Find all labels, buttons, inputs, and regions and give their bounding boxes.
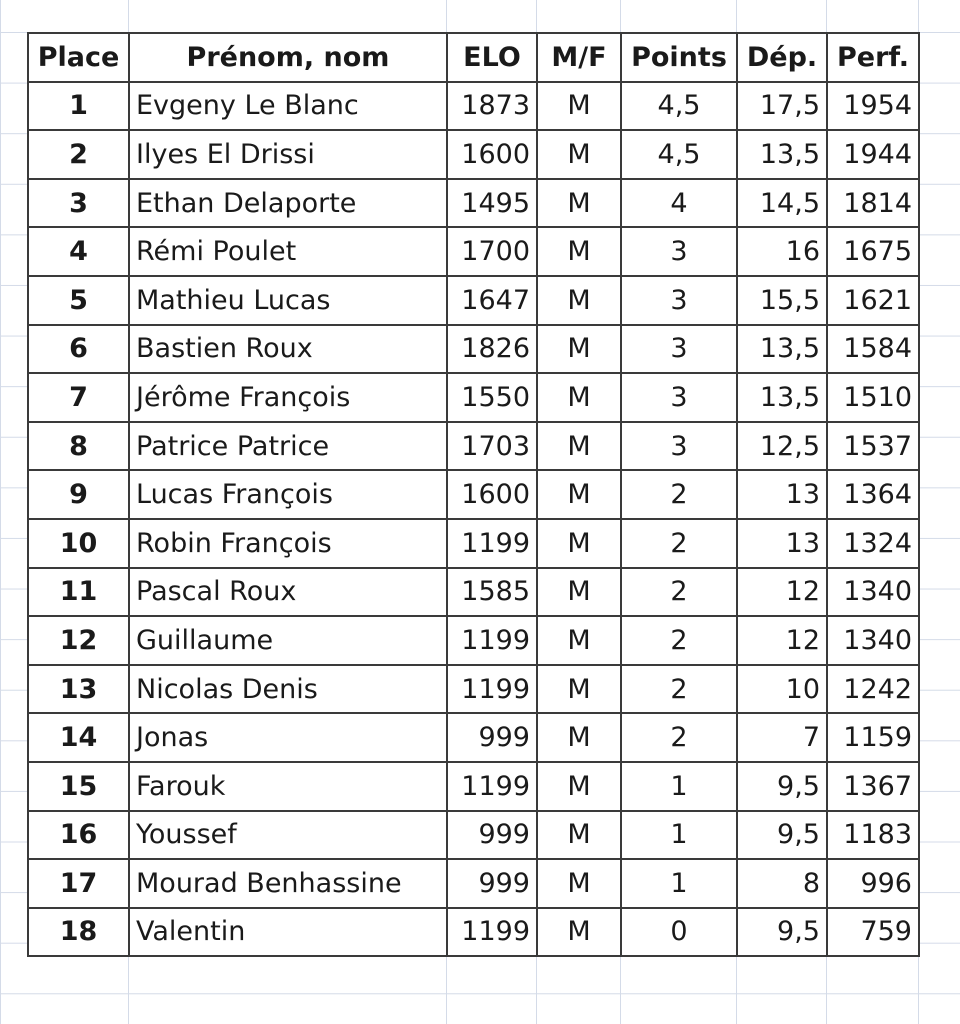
cell-points[interactable]: 2 <box>621 568 737 617</box>
cell-elo[interactable]: 1199 <box>447 665 537 714</box>
cell-dep[interactable]: 9,5 <box>737 908 827 957</box>
cell-points[interactable]: 2 <box>621 519 737 568</box>
cell-name[interactable]: Mathieu Lucas <box>129 276 447 325</box>
cell-perf[interactable]: 1814 <box>827 179 919 228</box>
cell-name[interactable]: Valentin <box>129 908 447 957</box>
cell-name[interactable]: Lucas François <box>129 470 447 519</box>
cell-place[interactable]: 2 <box>28 130 129 179</box>
cell-name[interactable]: Ethan Delaporte <box>129 179 447 228</box>
cell-mf[interactable]: M <box>537 179 621 228</box>
cell-dep[interactable]: 8 <box>737 859 827 908</box>
cell-elo[interactable]: 1199 <box>447 762 537 811</box>
cell-points[interactable]: 3 <box>621 276 737 325</box>
ranking-table <box>27 32 920 957</box>
cell-points[interactable]: 1 <box>621 859 737 908</box>
cell-perf[interactable]: 1340 <box>827 616 919 665</box>
cell-elo[interactable]: 1199 <box>447 616 537 665</box>
table-row <box>28 665 919 714</box>
cell-dep[interactable]: 9,5 <box>737 762 827 811</box>
header-points[interactable]: Points <box>621 33 737 82</box>
cell-name[interactable]: Youssef <box>129 811 447 860</box>
cell-dep[interactable]: 12,5 <box>737 422 827 471</box>
table-row <box>28 227 919 276</box>
cell-perf[interactable]: 1159 <box>827 713 919 762</box>
cell-name[interactable]: Guillaume <box>129 616 447 665</box>
cell-points[interactable]: 1 <box>621 762 737 811</box>
table-row <box>28 616 919 665</box>
cell-mf[interactable]: M <box>537 762 621 811</box>
cell-mf[interactable]: M <box>537 665 621 714</box>
cell-name[interactable]: Pascal Roux <box>129 568 447 617</box>
cell-points[interactable]: 0 <box>621 908 737 957</box>
cell-place[interactable]: 11 <box>28 568 129 617</box>
cell-mf[interactable]: M <box>537 616 621 665</box>
cell-place[interactable]: 5 <box>28 276 129 325</box>
table-row <box>28 373 919 422</box>
cell-dep[interactable]: 13,5 <box>737 373 827 422</box>
cell-elo[interactable]: 1826 <box>447 325 537 374</box>
table-row <box>28 470 919 519</box>
table-row <box>28 325 919 374</box>
header-perf[interactable]: Perf. <box>827 33 919 82</box>
table-row <box>28 276 919 325</box>
cell-perf[interactable]: 1537 <box>827 422 919 471</box>
cell-dep[interactable]: 13,5 <box>737 130 827 179</box>
cell-elo[interactable]: 1647 <box>447 276 537 325</box>
cell-mf[interactable]: M <box>537 859 621 908</box>
cell-elo[interactable]: 1600 <box>447 130 537 179</box>
cell-dep[interactable]: 9,5 <box>737 811 827 860</box>
cell-dep[interactable]: 14,5 <box>737 179 827 228</box>
cell-dep[interactable]: 13,5 <box>737 325 827 374</box>
cell-mf[interactable]: M <box>537 325 621 374</box>
cell-dep[interactable]: 12 <box>737 616 827 665</box>
cell-elo[interactable]: 1199 <box>447 519 537 568</box>
cell-points[interactable]: 4,5 <box>621 82 737 131</box>
cell-dep[interactable]: 7 <box>737 713 827 762</box>
cell-points[interactable]: 3 <box>621 325 737 374</box>
cell-perf[interactable]: 1621 <box>827 276 919 325</box>
header-row <box>28 33 919 82</box>
cell-mf[interactable]: M <box>537 82 621 131</box>
cell-perf[interactable]: 1367 <box>827 762 919 811</box>
cell-place[interactable]: 17 <box>28 859 129 908</box>
header-mf[interactable]: M/F <box>537 33 621 82</box>
cell-elo[interactable]: 1703 <box>447 422 537 471</box>
cell-mf[interactable]: M <box>537 422 621 471</box>
table-row <box>28 179 919 228</box>
cell-dep[interactable]: 17,5 <box>737 82 827 131</box>
cell-points[interactable]: 4 <box>621 179 737 228</box>
header-place[interactable]: Place <box>28 33 129 82</box>
cell-points[interactable]: 2 <box>621 665 737 714</box>
cell-place[interactable]: 4 <box>28 227 129 276</box>
cell-mf[interactable]: M <box>537 276 621 325</box>
cell-dep[interactable]: 15,5 <box>737 276 827 325</box>
cell-points[interactable]: 3 <box>621 227 737 276</box>
cell-name[interactable]: Patrice Patrice <box>129 422 447 471</box>
table-row <box>28 568 919 617</box>
cell-place[interactable]: 16 <box>28 811 129 860</box>
table-row <box>28 82 919 131</box>
cell-mf[interactable]: M <box>537 470 621 519</box>
cell-perf[interactable]: 1584 <box>827 325 919 374</box>
cell-elo[interactable]: 1585 <box>447 568 537 617</box>
cell-place[interactable]: 14 <box>28 713 129 762</box>
cell-dep[interactable]: 16 <box>737 227 827 276</box>
cell-name[interactable]: Nicolas Denis <box>129 665 447 714</box>
cell-place[interactable]: 6 <box>28 325 129 374</box>
cell-name[interactable]: Jonas <box>129 713 447 762</box>
cell-mf[interactable]: M <box>537 373 621 422</box>
cell-place[interactable]: 15 <box>28 762 129 811</box>
cell-perf[interactable]: 1183 <box>827 811 919 860</box>
cell-elo[interactable]: 999 <box>447 713 537 762</box>
cell-dep[interactable]: 13 <box>737 470 827 519</box>
cell-elo[interactable]: 1550 <box>447 373 537 422</box>
cell-name[interactable]: Ilyes El Drissi <box>129 130 447 179</box>
cell-mf[interactable]: M <box>537 227 621 276</box>
cell-elo[interactable]: 1600 <box>447 470 537 519</box>
cell-mf[interactable]: M <box>537 519 621 568</box>
cell-name[interactable]: Robin François <box>129 519 447 568</box>
cell-place[interactable]: 12 <box>28 616 129 665</box>
cell-place[interactable]: 10 <box>28 519 129 568</box>
cell-dep[interactable]: 13 <box>737 519 827 568</box>
cell-place[interactable]: 9 <box>28 470 129 519</box>
cell-elo[interactable]: 1873 <box>447 82 537 131</box>
cell-mf[interactable]: M <box>537 130 621 179</box>
cell-points[interactable]: 3 <box>621 422 737 471</box>
table-row <box>28 422 919 471</box>
cell-elo[interactable]: 1700 <box>447 227 537 276</box>
cell-place[interactable]: 7 <box>28 373 129 422</box>
cell-points[interactable]: 3 <box>621 373 737 422</box>
cell-elo[interactable]: 999 <box>447 859 537 908</box>
cell-name[interactable]: Farouk <box>129 762 447 811</box>
table-row <box>28 130 919 179</box>
cell-mf[interactable]: M <box>537 713 621 762</box>
table-row <box>28 713 919 762</box>
cell-elo[interactable]: 1199 <box>447 908 537 957</box>
cell-perf[interactable]: 1944 <box>827 130 919 179</box>
cell-perf[interactable]: 996 <box>827 859 919 908</box>
cell-perf[interactable]: 1954 <box>827 82 919 131</box>
cell-perf[interactable]: 1242 <box>827 665 919 714</box>
cell-perf[interactable]: 759 <box>827 908 919 957</box>
table-row <box>28 908 919 957</box>
cell-name[interactable]: Bastien Roux <box>129 325 447 374</box>
cell-perf[interactable]: 1340 <box>827 568 919 617</box>
cell-dep[interactable]: 12 <box>737 568 827 617</box>
cell-place[interactable]: 1 <box>28 82 129 131</box>
cell-points[interactable]: 2 <box>621 470 737 519</box>
cell-mf[interactable]: M <box>537 811 621 860</box>
table-row <box>28 811 919 860</box>
cell-perf[interactable]: 1510 <box>827 373 919 422</box>
cell-perf[interactable]: 1364 <box>827 470 919 519</box>
header-dep[interactable]: Dép. <box>737 33 827 82</box>
cell-mf[interactable]: M <box>537 568 621 617</box>
cell-points[interactable]: 4,5 <box>621 130 737 179</box>
cell-dep[interactable]: 10 <box>737 665 827 714</box>
cell-name[interactable]: Jérôme François <box>129 373 447 422</box>
cell-elo[interactable]: 1495 <box>447 179 537 228</box>
header-name[interactable]: Prénom, nom <box>129 33 447 82</box>
cell-place[interactable]: 3 <box>28 179 129 228</box>
cell-points[interactable]: 2 <box>621 616 737 665</box>
cell-place[interactable]: 8 <box>28 422 129 471</box>
cell-name[interactable]: Mourad Benhassine <box>129 859 447 908</box>
cell-name[interactable]: Evgeny Le Blanc <box>129 82 447 131</box>
cell-name[interactable]: Rémi Poulet <box>129 227 447 276</box>
header-elo[interactable]: ELO <box>447 33 537 82</box>
cell-place[interactable]: 13 <box>28 665 129 714</box>
table-row <box>28 519 919 568</box>
cell-mf[interactable]: M <box>537 908 621 957</box>
table-row <box>28 762 919 811</box>
cell-perf[interactable]: 1324 <box>827 519 919 568</box>
cell-elo[interactable]: 999 <box>447 811 537 860</box>
cell-perf[interactable]: 1675 <box>827 227 919 276</box>
cell-place[interactable]: 18 <box>28 908 129 957</box>
cell-points[interactable]: 1 <box>621 811 737 860</box>
cell-points[interactable]: 2 <box>621 713 737 762</box>
table-row <box>28 859 919 908</box>
